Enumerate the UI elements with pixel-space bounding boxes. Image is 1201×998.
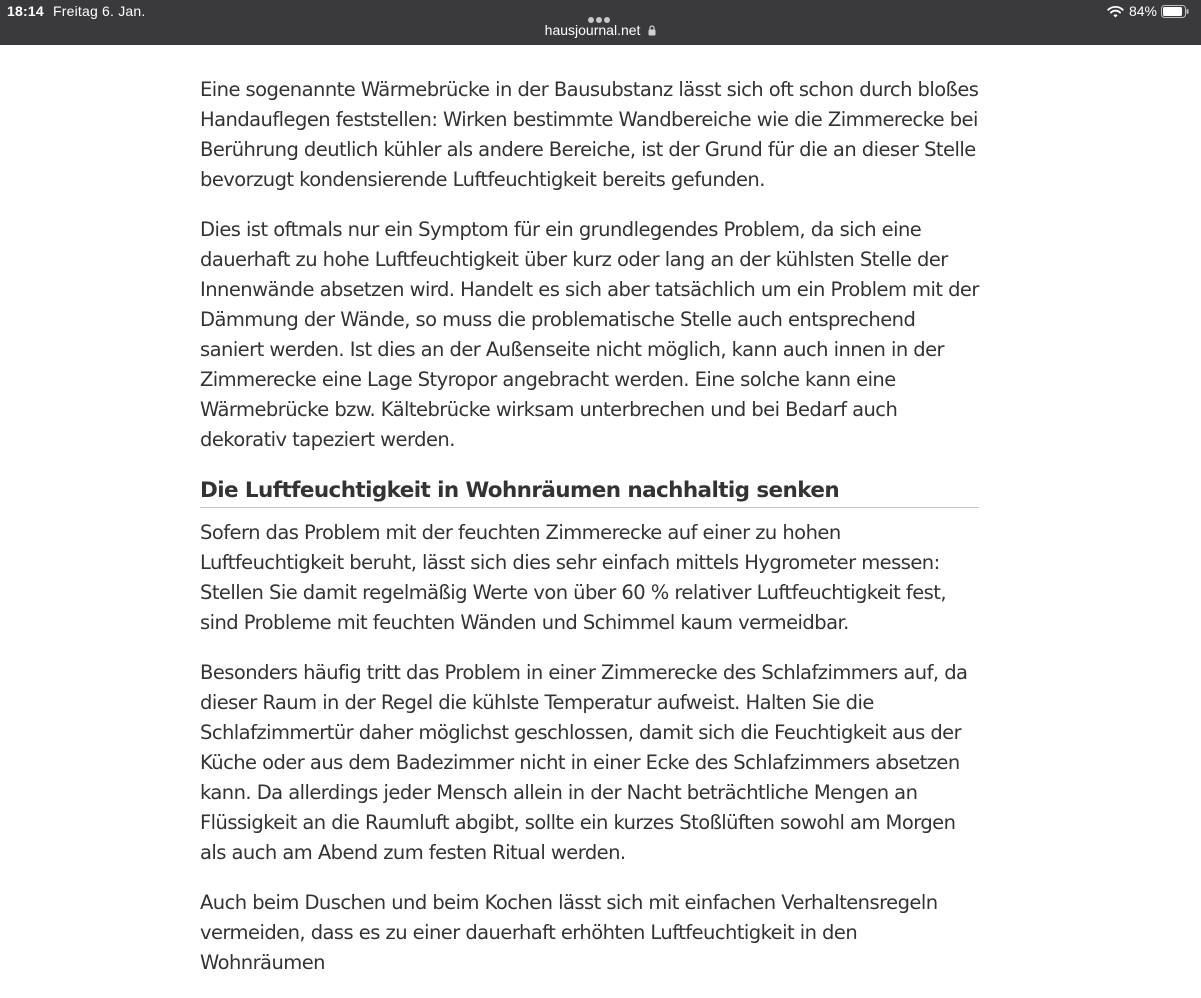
status-right	[1107, 2, 1189, 20]
paragraph-2: Dies ist oftmals nur ein Symptom für ein grundlegendes Problem, da sich eine dauerhaft zu hohe Luftfeuchtigkeit über kurz oder lang an der kühlsten Stelle der Innenwände absetzen wird. Handelt es sich aber tatsächlich um ein Problem mit der Dämmung der Wände, so muss die problematische Stelle auch entsprechend saniert werden. Ist dies an der Außenseite nicht möglich, kann auch innen in der Zimmerecke eine Lage Styropor angebracht werden. Eine solche kann eine Wärmebrücke bzw. Kältebrücke wirksam unterbrechen und bei Bedarf auch dekorativ tapeziert werden.	[200, 218, 979, 451]
address-bar[interactable]	[0, 22, 1201, 38]
paragraph-1: Eine sogenannte Wärmebrücke in der Bausubstanz lässt sich oft schon durch bloßes Handauflegen feststellen: Wirken bestimmte Wandbereiche wie die Zimmerecke bei Berührung deutlich kühler als andere Bereiche, ist der Grund für die an dieser Stelle bevorzugt kondensierende Luftfeuchtigkeit bereits gefunden.	[200, 78, 979, 191]
status-date: Freitag 6. Jan.	[53, 3, 146, 19]
wifi-icon	[1107, 5, 1124, 18]
article-content	[200, 75, 979, 998]
paragraph-3: Sofern das Problem mit der feuchten Zimmerecke auf einer zu hohen Luftfeuchtigkeit beruht, lässt sich dies sehr einfach mittels Hygrometer messen: Stellen Sie damit regelmäßig Werte von über 60 % relativer Luftfeuchtigkeit fest, sind Probleme mit feuchten Wänden und Schimmel kaum vermeidbar.	[200, 521, 947, 634]
paragraph-5: Auch beim Duschen und beim Kochen lässt sich mit einfachen Verhaltensregeln vermeiden, dass es zu einer dauerhaft erhöhten Luftfeuchtigkeit in den Wohnräumen	[200, 891, 938, 974]
more-dots-icon[interactable]	[588, 10, 616, 16]
section-heading: Die Luftfeuchtigkeit in Wohnräumen nachhaltig senken	[200, 475, 979, 508]
url-text: hausjournal.net	[544, 22, 641, 38]
battery-percent: 84%	[1128, 3, 1157, 19]
browser-top-bar	[0, 0, 1201, 45]
status-time: 18:14	[7, 3, 44, 19]
battery-icon	[1161, 5, 1189, 18]
lock-icon	[648, 25, 656, 36]
paragraph-4: Besonders häufig tritt das Problem in einer Zimmerecke des Schlafzimmers auf, da dieser Raum in der Regel die kühlste Temperatur aufweist. Halten Sie die Schlafzimmertür daher möglichst geschlossen, damit sich die Feuchtigkeit aus der Küche oder aus dem Badezimmer nicht in einer Ecke des Schlafzimmers absetzen kann. Da allerdings jeder Mensch allein in der Nacht beträchtliche Mengen an Flüssigkeit an die Raumluft abgibt, sollte ein kurzes Stoßlüften sowohl am Morgen als auch am Abend zum festen Ritual werden.	[200, 661, 968, 864]
